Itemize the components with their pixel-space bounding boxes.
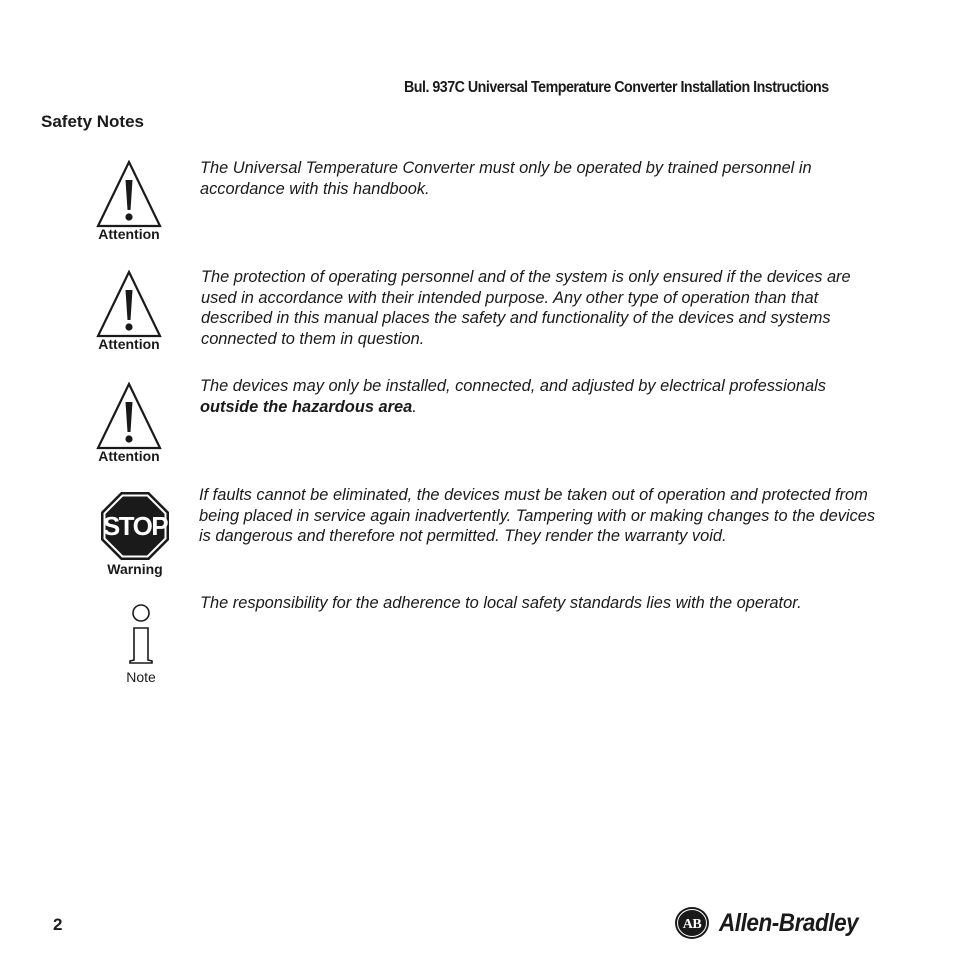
attention-label: Attention [98, 226, 160, 242]
attention-triangle-icon [96, 382, 162, 450]
stop-sign-icon [99, 490, 171, 562]
note-4-text: If faults cannot be eliminated, the devices must be taken out of operation and protected from being placed in service again inadvertently. Tampering with or making changes to the devices is dangerous and therefore not permitted. They render the warranty void. [199, 486, 876, 545]
attention-label: Attention [98, 336, 160, 352]
warning-note-icon-group [99, 490, 171, 577]
note-2-text: The protection of operating personnel and of the system is only ensured if the devices are used in accordance with their intended purpose. Any other type of operation than that described in this manual places the safety and functionality of the devices and systems connected to them in question. [201, 268, 851, 348]
note-3-text [200, 376, 880, 417]
warning-label: Warning [107, 561, 163, 577]
attention-triangle-icon [96, 270, 162, 338]
attention-label: Attention [98, 448, 160, 464]
note-5-text: The responsibility for the adherence to local safety standards lies with the operator. [200, 594, 802, 612]
note-3-text-main: The devices may only be installed, connected, and adjusted by electrical professionals [200, 377, 826, 395]
attention-triangle-icon [96, 160, 162, 228]
note-label: Note [126, 669, 156, 685]
info-note-icon [126, 603, 156, 665]
info-note-icon-group [108, 603, 174, 685]
document-header: Bul. 937C Universal Temperature Converter Installation Instructions [404, 79, 829, 96]
allen-bradley-logo [674, 905, 874, 941]
note-1-text: The Universal Temperature Converter must only be operated by trained personnel in accordance with this handbook. [200, 159, 812, 198]
attention-note-3-icon-group [93, 382, 165, 464]
note-3-text-end: . [412, 397, 417, 416]
stop-word: STOP [102, 511, 168, 541]
attention-note-1-icon-group [93, 160, 165, 242]
ab-logo-mark-icon [674, 905, 710, 941]
section-title: Safety Notes [41, 112, 144, 131]
page-number: 2 [53, 915, 63, 934]
attention-note-2-icon-group [93, 270, 165, 352]
logo-text: Allen-Bradley [719, 908, 859, 937]
ab-logo-letters: AB [682, 917, 702, 932]
note-3-text-bold: outside the hazardous area [200, 397, 413, 416]
